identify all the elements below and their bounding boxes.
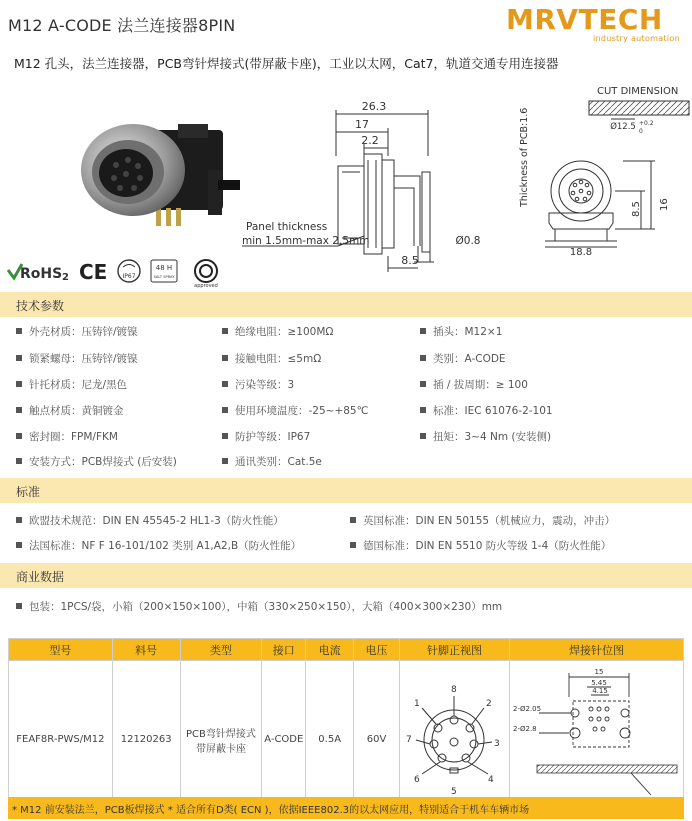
product-photo <box>58 110 258 230</box>
col-solder-view: 焊接针位图 <box>509 639 683 661</box>
ce-mark-icon <box>78 258 108 284</box>
standard-item: 欧盟技术规范：DIN EN 45545-2 HL1-3（防火性能） <box>16 513 284 528</box>
spec-item: 防护等级：IP67 <box>222 429 310 444</box>
cell-voltage: 60V <box>354 661 400 819</box>
spec-item: 标准：IEC 61076-2-101 <box>420 403 553 418</box>
ip67-text: IP67 <box>122 273 136 280</box>
spec-item: 插头：M12×1 <box>420 324 502 339</box>
standard-item: 德国标准：DIN EN 5510 防火等级 1-4（防火性能） <box>350 538 611 553</box>
table-row <box>9 661 684 819</box>
footer-text: * M12 前安装法兰，PCB板焊接式 * 适合所有D类( ECN )，依据IEEE802.3的以太网应用，特别适合于机车车辆市场 <box>12 805 530 816</box>
approved-icon <box>186 258 226 288</box>
standard-item: 英国标准：DIN EN 50155（机械应力，震动，冲击） <box>350 513 615 528</box>
certification-row <box>6 258 246 288</box>
pin-label: 8 <box>451 685 458 695</box>
dim-8-5: 8.5 <box>401 254 419 267</box>
col-part: 料号 <box>112 639 180 661</box>
spec-item: 通讯类别：Cat.5e <box>222 454 322 469</box>
cell-interface: A-CODE <box>262 661 306 819</box>
dim-total: 26.3 <box>361 100 387 113</box>
cell-model: FEAF8R-PWS/M12 <box>9 661 113 819</box>
rohs-sub: 2 <box>62 272 69 283</box>
rohs-icon <box>6 260 70 284</box>
header <box>0 0 692 44</box>
cell-type-line2: 带屏蔽卡座 <box>195 743 246 755</box>
spec-item: 针托材质：尼龙/黑色 <box>16 377 127 392</box>
pin-label: 5 <box>451 787 458 797</box>
spec-item: 绝缘电阻：≥100MΩ <box>222 324 333 339</box>
cut-dimension-label: CUT DIMENSION <box>597 86 679 97</box>
logo-subtitle: industry automation <box>592 34 680 43</box>
pcb-thickness-label: Thickness of PCB:1.6 <box>519 107 530 207</box>
approved-text: approved <box>194 283 218 288</box>
section-tech <box>0 292 692 317</box>
solder-dim-5-45: 5.45 <box>591 679 608 687</box>
col-voltage: 电压 <box>354 639 400 661</box>
spec-item: 锁紧螺母：压铸锌/镀镍 <box>16 351 138 366</box>
dim-8-5-front: 8.5 <box>631 201 642 217</box>
side-view-drawing <box>238 96 500 276</box>
section-commerce <box>0 563 692 588</box>
page-title: M12 A-CODE 法兰连接器8PIN <box>8 16 236 35</box>
hours-text: 48 H <box>155 264 173 272</box>
section-standard-title: 标准 <box>16 485 41 499</box>
cell-type <box>180 661 262 819</box>
cell-current: 0.5A <box>306 661 354 819</box>
pin-label: 3 <box>494 739 501 749</box>
salt-spray-icon <box>150 258 180 286</box>
rohs-text: RoHS <box>20 266 63 282</box>
cut-tol-bot: 0 <box>639 128 643 135</box>
pin-face-diagram <box>400 678 508 798</box>
dim-17: 17 <box>355 118 369 131</box>
cell-type-line1: PCB弯针焊接式 <box>186 728 256 740</box>
ip67-icon <box>116 258 142 284</box>
section-tech-title: 技术参数 <box>16 299 65 313</box>
spec-item: 接触电阻：≤5mΩ <box>222 351 321 366</box>
col-current: 电流 <box>306 639 354 661</box>
panel-label-2: min 1.5mm-max 2.5mm <box>242 235 370 247</box>
cut-dim: Ø12.5 <box>610 122 636 132</box>
hours-sub: SALT SPRAY <box>153 275 175 279</box>
dim-18-8: 18.8 <box>569 247 593 258</box>
cell-pin-view <box>399 661 509 819</box>
pin-label: 7 <box>406 735 413 745</box>
front-view-drawing <box>515 83 691 273</box>
cell-solder-view <box>509 661 683 819</box>
ce-text: CE <box>79 260 108 284</box>
solder-dim-15: 15 <box>595 668 604 676</box>
pin-label: 2 <box>486 699 493 709</box>
logo-text: MRVTECH <box>506 3 663 36</box>
table-header-row <box>9 639 684 661</box>
pin-label: 4 <box>488 775 495 785</box>
section-standard <box>0 478 692 503</box>
pin-label: 1 <box>414 699 421 709</box>
section-commerce-title: 商业数据 <box>16 570 65 584</box>
standard-item: 法国标准：NF F 16-101/102 类别 A1,A2,B（防火性能） <box>16 538 301 553</box>
cut-tol-top: +0.2 <box>639 120 654 127</box>
footer-note <box>8 797 684 819</box>
spec-item: 密封圈：FPM/FKM <box>16 429 118 444</box>
col-interface: 接口 <box>262 639 306 661</box>
pin-label: 6 <box>414 775 421 785</box>
solder-dim-4-15: 4.15 <box>592 687 609 695</box>
solder-hole-2: 2-Ø2.8 <box>513 725 538 733</box>
dim-pin: Ø0.8 <box>455 235 481 247</box>
dim-2-2: 2.2 <box>361 134 379 147</box>
spec-item: 污染等级：3 <box>222 377 294 392</box>
col-type: 类型 <box>180 639 262 661</box>
col-pin-view: 针脚正视图 <box>399 639 509 661</box>
spec-item: 安装方式：PCB焊接式 (后安装) <box>16 454 177 469</box>
product-subtitle: M12 孔头，法兰连接器，PCB弯针焊接式(带屏蔽卡座)，工业以太网，Cat7，轨道交通专用连接器 <box>14 56 559 71</box>
cell-part: 12120263 <box>112 661 180 819</box>
solder-hole-1: 2-Ø2.05 <box>513 705 542 713</box>
col-model: 型号 <box>9 639 113 661</box>
spec-item: 扭矩：3~4 Nm (安装侧) <box>420 429 551 444</box>
spec-item: 外壳材质：压铸锌/镀镍 <box>16 324 138 339</box>
spec-item: 使用环境温度：-25~+85℃ <box>222 403 368 418</box>
brand-logo <box>506 3 682 43</box>
spec-item: 触点材质：黄铜镀金 <box>16 403 124 418</box>
spec-item: 类别：A-CODE <box>420 351 506 366</box>
spec-item: 插 / 拔周期：≥ 100 <box>420 377 528 392</box>
commerce-item: 包装：1PCS/袋，小箱（200×150×100），中箱（330×250×150），大箱（400×300×230）mm <box>16 599 502 614</box>
panel-label-1: Panel thickness <box>246 221 328 233</box>
solder-layout-diagram <box>511 663 681 813</box>
product-table <box>8 638 684 819</box>
dim-16: 16 <box>659 198 670 211</box>
